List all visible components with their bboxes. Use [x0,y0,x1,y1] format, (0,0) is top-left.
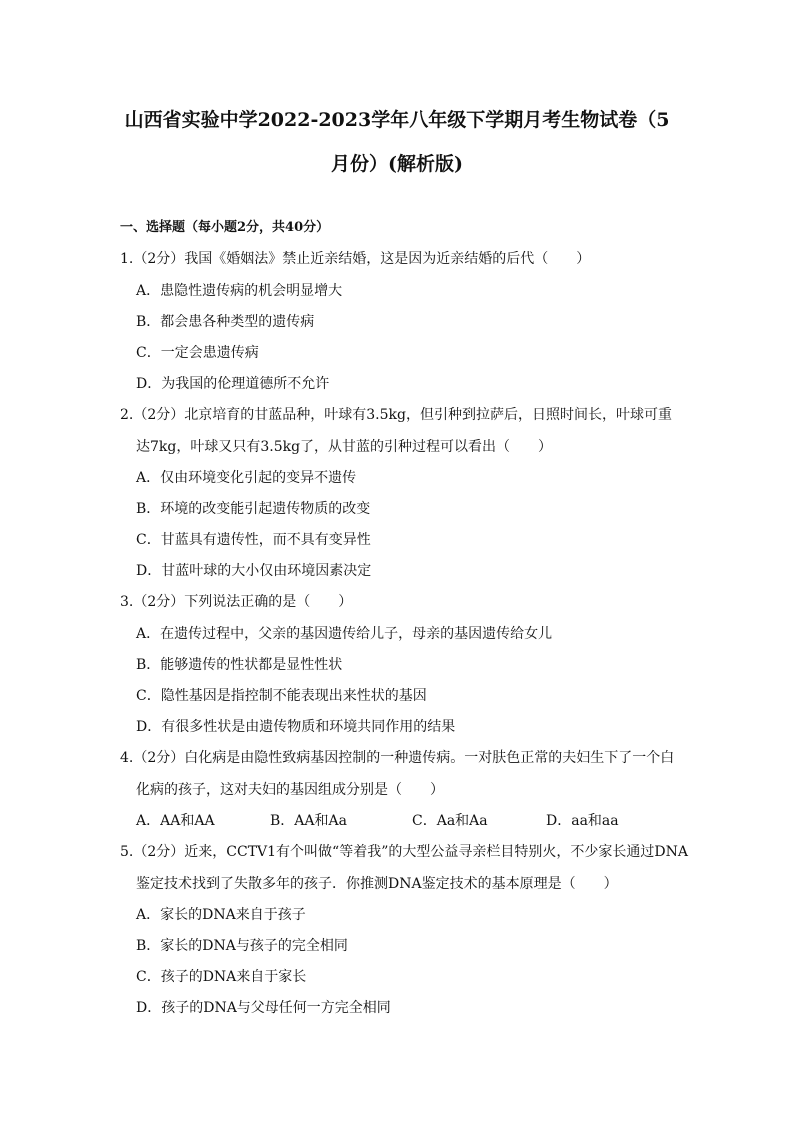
question-4-option-d: D．aa和aa [546,813,619,829]
question-3-option-b: B．能够遗传的性状都是显性性状 [136,657,343,673]
question-2-option-b: B．环境的改变能引起遗传物质的改变 [136,501,371,517]
section-heading: 一、选择题（每小题2分，共40分） [120,220,330,235]
question-3-option-a: A．在遗传过程中，父亲的基因遗传给儿子，母亲的基因遗传给女儿 [136,626,553,642]
document-title [110,98,684,186]
question-5-option-d: D．孩子的DNA与父母任何一方完全相同 [136,1000,391,1016]
question-4-option-c: C．Aa和Aa [412,813,488,829]
question-3-option-d: D．有很多性状是由遗传物质和环境共同作用的结果 [136,719,456,735]
question-2-option-a: A．仅由环境变化引起的变异不遗传 [136,470,357,486]
question-1-option-c: C．一定会患遗传病 [136,345,259,361]
question-4-option-b: B．AA和Aa [270,813,347,829]
question-4-option-a: A．AA和AA [136,813,215,829]
question-3-option-c: C．隐性基因是指控制不能表现出来性状的基因 [136,688,427,704]
question-1-option-b: B．都会患各种类型的遗传病 [136,314,315,330]
question-1-option-a: A．患隐性遗传病的机会明显增大 [136,283,343,299]
question-5-option-b: B．家长的DNA与孩子的完全相同 [136,938,348,954]
question-5-stem-cont: 鉴定技术找到了失散多年的孩子．你推测DNA鉴定技术的基本原理是（ ） [136,876,618,892]
question-2-option-d: D．甘蓝叶球的大小仅由环境因素决定 [136,563,372,579]
question-4-stem: 4.（2分）白化病是由隐性致病基因控制的一种遗传病。一对肤色正常的夫妇生下了一个白 [120,750,675,766]
question-1-option-d: D．为我国的伦理道德所不允许 [136,376,330,392]
question-2-stem: 2.（2分）北京培育的甘蓝品种，叶球有3.5kg，但引种到拉萨后，日照时间长，叶球可重 [120,407,672,423]
question-5-option-c: C．孩子的DNA来自于家长 [136,969,307,985]
question-4-stem-cont: 化病的孩子，这对夫妇的基因组成分别是（ ） [136,782,444,798]
question-1-stem: 1.（2分）我国《婚姻法》禁止近亲结婚，这是因为近亲结婚的后代（ ） [120,251,591,267]
title-line-1: 山西省实验中学2022-2023学年八年级下学期月考生物试卷（5 [124,109,670,131]
question-2-stem-cont: 达7kg，叶球又只有3.5kg了，从甘蓝的引种过程可以看出（ ） [136,439,553,455]
question-3-stem: 3.（2分）下列说法正确的是（ ） [120,594,353,610]
question-5-option-a: A．家长的DNA来自于孩子 [136,907,306,923]
question-2-option-c: C．甘蓝具有遗传性，而不具有变异性 [136,532,371,548]
question-5-stem: 5.（2分）近来，CCTV1有个叫做“等着我”的大型公益寻亲栏目特别火，不少家长通过DNA [120,844,688,860]
title-line-2: 月份）(解析版) [331,153,463,175]
